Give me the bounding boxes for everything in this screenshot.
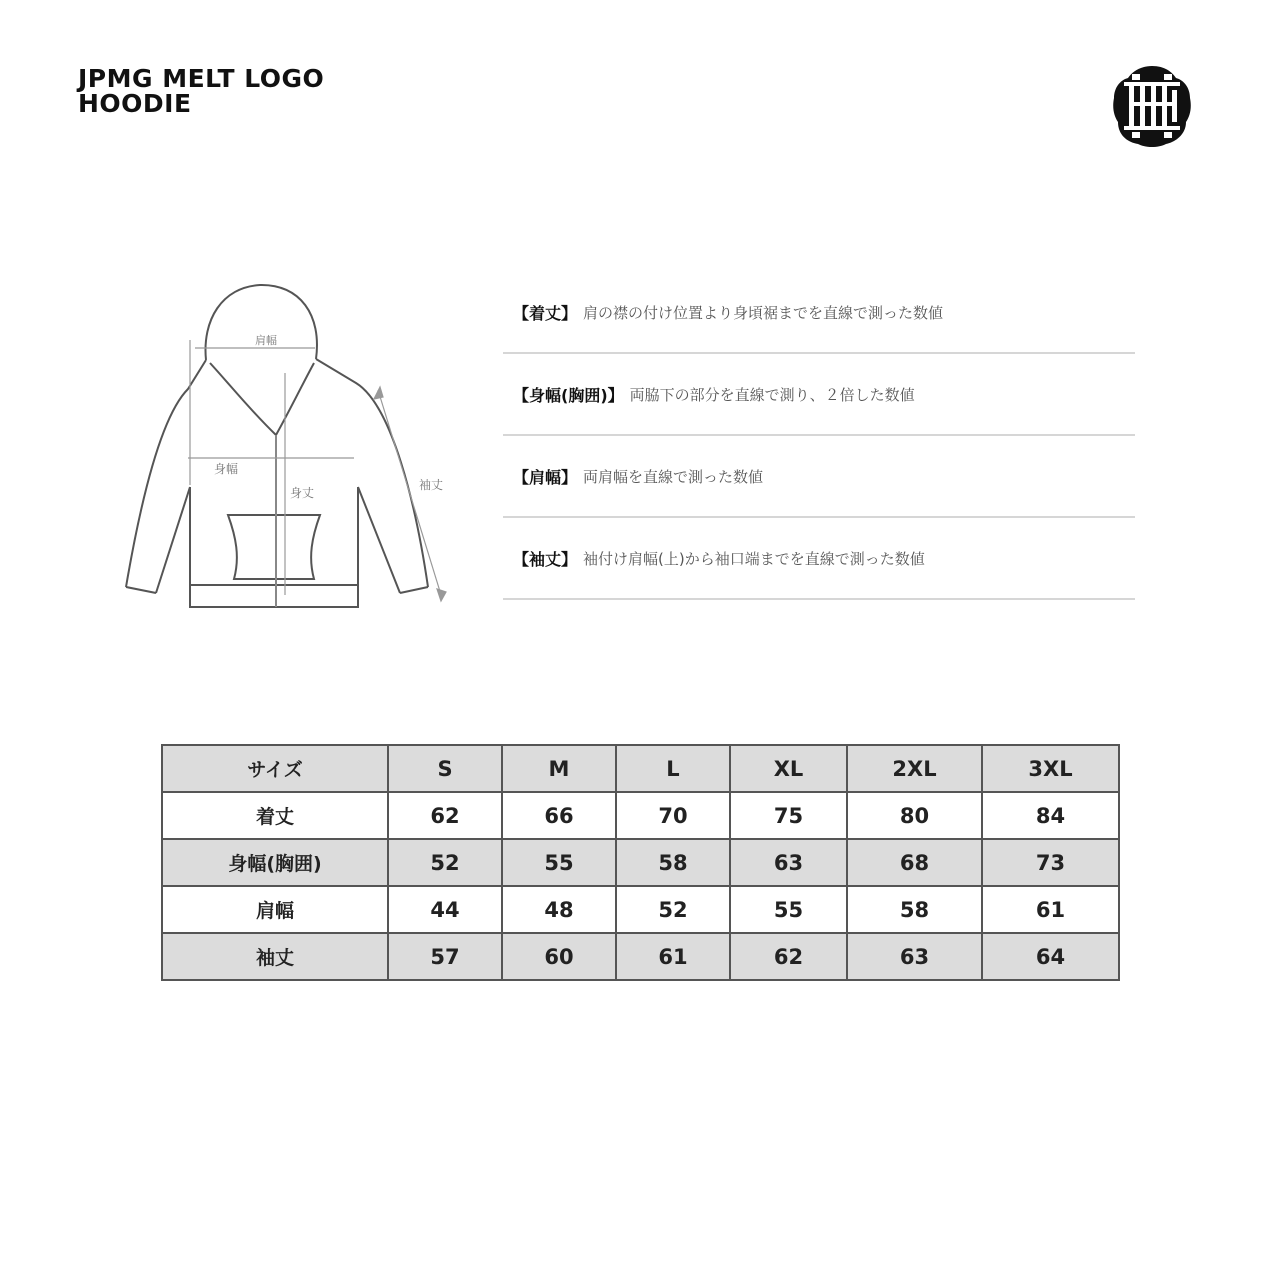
definition-item	[503, 272, 1135, 354]
table-cell: 61	[982, 886, 1119, 933]
title-line-2: HOODIE	[78, 89, 192, 118]
table-cell: 63	[847, 933, 982, 980]
table-cell: 55	[730, 886, 847, 933]
table-cell: 52	[388, 839, 502, 886]
header-cell: 2XL	[847, 745, 982, 792]
definition-text: 袖付け肩幅(上)から袖口端までを直線で測った数値	[583, 549, 925, 568]
table-cell: 84	[982, 792, 1119, 839]
definition-item	[503, 436, 1135, 518]
table-row	[162, 886, 1119, 933]
shoulder-label: 肩幅	[255, 334, 277, 347]
definition-term: 【身幅(胸囲)】	[513, 385, 624, 405]
measurement-definitions	[503, 272, 1135, 600]
table-cell: 68	[847, 839, 982, 886]
table-cell: 63	[730, 839, 847, 886]
table-cell: 70	[616, 792, 730, 839]
jpmg-monogram-logo	[1110, 64, 1194, 148]
width-label: 身幅	[214, 462, 239, 476]
table-header-row	[162, 745, 1119, 792]
title-line-1: JPMG MELT LOGO	[78, 64, 325, 93]
row-label: 肩幅	[162, 886, 388, 933]
table-cell: 55	[502, 839, 616, 886]
table-cell: 80	[847, 792, 982, 839]
table-cell: 44	[388, 886, 502, 933]
table-cell: 60	[502, 933, 616, 980]
length-label: 身丈	[290, 486, 315, 500]
header-cell: サイズ	[162, 745, 388, 792]
definition-term: 【袖丈】	[513, 549, 578, 569]
definition-text: 両脇下の部分を直線で測り、２倍した数値	[629, 385, 915, 404]
table-cell: 58	[616, 839, 730, 886]
header-cell: S	[388, 745, 502, 792]
header-cell: M	[502, 745, 616, 792]
definition-term: 【着丈】	[513, 303, 578, 323]
definition-term: 【肩幅】	[513, 467, 578, 487]
table-cell: 66	[502, 792, 616, 839]
definition-text: 両肩幅を直線で測った数値	[583, 467, 764, 486]
size-chart-table	[161, 744, 1120, 981]
table-row	[162, 839, 1119, 886]
definition-text: 肩の襟の付け位置より身頃裾までを直線で測った数値	[583, 303, 944, 322]
hoodie-outline	[126, 285, 428, 607]
header-cell: 3XL	[982, 745, 1119, 792]
table-cell: 64	[982, 933, 1119, 980]
table-row	[162, 933, 1119, 980]
page-title	[78, 66, 324, 116]
hoodie-measurement-diagram	[110, 275, 470, 620]
table-cell: 52	[616, 886, 730, 933]
table-row	[162, 792, 1119, 839]
header-cell: XL	[730, 745, 847, 792]
sleeve-label: 袖丈	[419, 478, 444, 492]
table-cell: 57	[388, 933, 502, 980]
table-cell: 73	[982, 839, 1119, 886]
table-cell: 62	[388, 792, 502, 839]
table-cell: 62	[730, 933, 847, 980]
table-cell: 61	[616, 933, 730, 980]
header-cell: L	[616, 745, 730, 792]
row-label: 着丈	[162, 792, 388, 839]
row-label: 袖丈	[162, 933, 388, 980]
row-label: 身幅(胸囲)	[162, 839, 388, 886]
table-cell: 58	[847, 886, 982, 933]
table-cell: 48	[502, 886, 616, 933]
definition-item	[503, 518, 1135, 600]
table-cell: 75	[730, 792, 847, 839]
definition-item	[503, 354, 1135, 436]
